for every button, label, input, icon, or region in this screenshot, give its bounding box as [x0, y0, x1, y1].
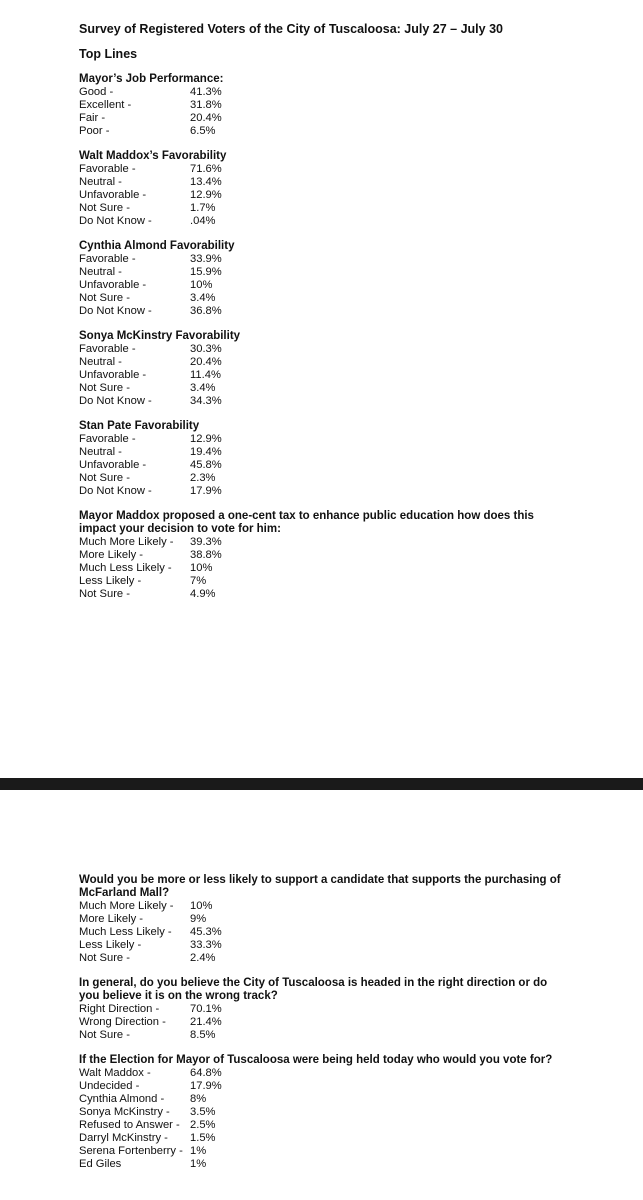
result-row: [79, 1080, 643, 1093]
response-label: Not Sure -: [79, 202, 130, 214]
response-label: Favorable -: [79, 433, 136, 445]
question-title: Sonya McKinstry Favorability: [79, 330, 241, 342]
response-label: Not Sure -: [79, 472, 130, 484]
result-row: [79, 1132, 643, 1145]
response-percent: 7%: [190, 575, 207, 587]
response-percent: 20.4%: [190, 356, 222, 368]
response-percent: 9%: [190, 913, 207, 925]
response-label: Right Direction -: [79, 1003, 160, 1015]
document-title: Survey of Registered Voters of the City of Tuscaloosa: July 27 – July 30: [79, 22, 503, 36]
document-page-2: [0, 790, 643, 1200]
response-label: More Likely -: [79, 913, 144, 925]
response-percent: 45.3%: [190, 926, 222, 938]
result-row: [79, 292, 643, 305]
question-title: Cynthia Almond Favorability: [79, 240, 235, 252]
response-label: Much Less Likely -: [79, 562, 172, 574]
response-percent: 70.1%: [190, 1003, 222, 1015]
response-label: Good -: [79, 86, 114, 98]
response-percent: 8%: [190, 1093, 207, 1105]
response-label: Neutral -: [79, 446, 122, 458]
response-label: Excellent -: [79, 99, 132, 111]
response-percent: 10%: [190, 279, 213, 291]
page-2-sections: [79, 874, 643, 1171]
result-row: [79, 369, 643, 382]
response-label: Neutral -: [79, 356, 122, 368]
result-row: [79, 253, 643, 266]
result-row: [79, 913, 643, 926]
response-label: Serena Fortenberry -: [79, 1145, 183, 1157]
response-percent: 1.7%: [190, 202, 216, 214]
response-percent: 1%: [190, 1158, 207, 1170]
result-row: [79, 536, 643, 549]
result-row: [79, 343, 643, 356]
response-percent: 17.9%: [190, 485, 222, 497]
survey-question: [79, 510, 643, 601]
question-title: Stan Pate Favorability: [79, 420, 200, 432]
response-percent: 1.5%: [190, 1132, 216, 1144]
result-row: [79, 382, 643, 395]
result-row: [79, 939, 643, 952]
question-title: Walt Maddox’s Favorability: [79, 150, 227, 162]
result-row: [79, 1093, 643, 1106]
response-label: Darryl McKinstry -: [79, 1132, 168, 1144]
response-percent: 8.5%: [190, 1029, 216, 1041]
result-row: [79, 1016, 643, 1029]
result-row: [79, 549, 643, 562]
result-row: [79, 189, 643, 202]
response-label: Fair -: [79, 112, 106, 124]
question-title: Would you be more or less likely to support a candidate that supports the purchasing of McFarland Mall?: [79, 874, 561, 899]
response-label: Less Likely -: [79, 939, 142, 951]
response-label: Not Sure -: [79, 588, 130, 600]
response-percent: .04%: [190, 215, 216, 227]
response-label: Do Not Know -: [79, 395, 152, 407]
response-percent: 10%: [190, 900, 213, 912]
response-percent: 12.9%: [190, 433, 222, 445]
response-label: Cynthia Almond -: [79, 1093, 165, 1105]
result-row: [79, 926, 643, 939]
survey-question: [79, 1054, 643, 1171]
result-row: [79, 305, 643, 318]
response-percent: 10%: [190, 562, 213, 574]
result-row: [79, 176, 643, 189]
response-label: Walt Maddox -: [79, 1067, 151, 1079]
response-label: Undecided -: [79, 1080, 140, 1092]
response-percent: 33.9%: [190, 253, 222, 265]
response-percent: 15.9%: [190, 266, 222, 278]
response-percent: 6.5%: [190, 125, 216, 137]
response-label: Sonya McKinstry -: [79, 1106, 170, 1118]
survey-question: [79, 330, 643, 408]
result-row: [79, 86, 643, 99]
question-title: Mayor’s Job Performance:: [79, 73, 224, 85]
response-label: Do Not Know -: [79, 305, 152, 317]
response-label: Do Not Know -: [79, 215, 152, 227]
response-percent: 3.4%: [190, 382, 216, 394]
response-percent: 11.4%: [190, 369, 221, 381]
response-percent: 45.8%: [190, 459, 222, 471]
result-row: [79, 163, 643, 176]
response-label: More Likely -: [79, 549, 144, 561]
response-percent: 31.8%: [190, 99, 222, 111]
response-percent: 4.9%: [190, 588, 216, 600]
response-percent: 41.3%: [190, 86, 222, 98]
result-row: [79, 485, 643, 498]
survey-question: [79, 73, 643, 138]
result-row: [79, 1029, 643, 1042]
result-row: [79, 459, 643, 472]
survey-question: [79, 240, 643, 318]
result-row: [79, 112, 643, 125]
document-subtitle: Top Lines: [79, 47, 138, 61]
response-percent: 12.9%: [190, 189, 222, 201]
result-row: [79, 433, 643, 446]
result-row: [79, 1067, 643, 1080]
response-label: Favorable -: [79, 343, 136, 355]
response-percent: 2.5%: [190, 1119, 216, 1131]
response-percent: 30.3%: [190, 343, 222, 355]
response-percent: 39.3%: [190, 536, 222, 548]
response-label: Less Likely -: [79, 575, 142, 587]
question-title: In general, do you believe the City of Tuscaloosa is headed in the right direction or do you believe it is on the wrong track?: [79, 977, 548, 1002]
response-percent: 19.4%: [190, 446, 222, 458]
response-label: Not Sure -: [79, 952, 130, 964]
result-row: [79, 952, 643, 965]
response-percent: 36.8%: [190, 305, 222, 317]
response-label: Much More Likely -: [79, 536, 174, 548]
response-percent: 2.3%: [190, 472, 216, 484]
response-label: Not Sure -: [79, 292, 130, 304]
result-row: [79, 395, 643, 408]
response-label: Neutral -: [79, 176, 122, 188]
response-label: Much Less Likely -: [79, 926, 172, 938]
response-label: Unfavorable -: [79, 279, 147, 291]
response-percent: 34.3%: [190, 395, 222, 407]
response-percent: 71.6%: [190, 163, 222, 175]
response-percent: 20.4%: [190, 112, 222, 124]
response-percent: 13.4%: [190, 176, 222, 188]
response-percent: 17.9%: [190, 1080, 222, 1092]
result-row: [79, 575, 643, 588]
response-percent: 1%: [190, 1145, 207, 1157]
response-percent: 21.4%: [190, 1016, 222, 1028]
result-row: [79, 1003, 643, 1016]
result-row: [79, 279, 643, 292]
survey-question: [79, 420, 643, 498]
survey-question: [79, 874, 643, 965]
response-label: Neutral -: [79, 266, 122, 278]
response-label: Ed Giles: [79, 1158, 122, 1170]
response-label: Wrong Direction -: [79, 1016, 166, 1028]
response-label: Not Sure -: [79, 382, 130, 394]
response-label: Refused to Answer -: [79, 1119, 180, 1131]
result-row: [79, 215, 643, 228]
result-row: [79, 202, 643, 215]
response-label: Favorable -: [79, 163, 136, 175]
result-row: [79, 356, 643, 369]
result-row: [79, 562, 643, 575]
response-label: Favorable -: [79, 253, 136, 265]
response-percent: 33.3%: [190, 939, 222, 951]
result-row: [79, 1158, 643, 1171]
response-label: Much More Likely -: [79, 900, 174, 912]
result-row: [79, 588, 643, 601]
response-percent: 2.4%: [190, 952, 216, 964]
response-label: Unfavorable -: [79, 459, 147, 471]
response-percent: 3.5%: [190, 1106, 216, 1118]
response-label: Poor -: [79, 125, 110, 137]
result-row: [79, 900, 643, 913]
result-row: [79, 1145, 643, 1158]
response-label: Unfavorable -: [79, 369, 147, 381]
response-percent: 38.8%: [190, 549, 222, 561]
result-row: [79, 125, 643, 138]
question-title: Mayor Maddox proposed a one-cent tax to enhance public education how does this impact your decision to vote for him:: [79, 510, 534, 535]
result-row: [79, 266, 643, 279]
survey-question: [79, 150, 643, 228]
result-row: [79, 446, 643, 459]
result-row: [79, 1106, 643, 1119]
survey-question: [79, 977, 643, 1042]
response-percent: 3.4%: [190, 292, 216, 304]
response-label: Unfavorable -: [79, 189, 147, 201]
result-row: [79, 99, 643, 112]
response-label: Not Sure -: [79, 1029, 130, 1041]
question-title: If the Election for Mayor of Tuscaloosa were being held today who would you vote for?: [79, 1054, 553, 1066]
result-row: [79, 1119, 643, 1132]
response-percent: 64.8%: [190, 1067, 222, 1079]
response-label: Do Not Know -: [79, 485, 152, 497]
result-row: [79, 472, 643, 485]
page-1-sections: [79, 73, 643, 601]
